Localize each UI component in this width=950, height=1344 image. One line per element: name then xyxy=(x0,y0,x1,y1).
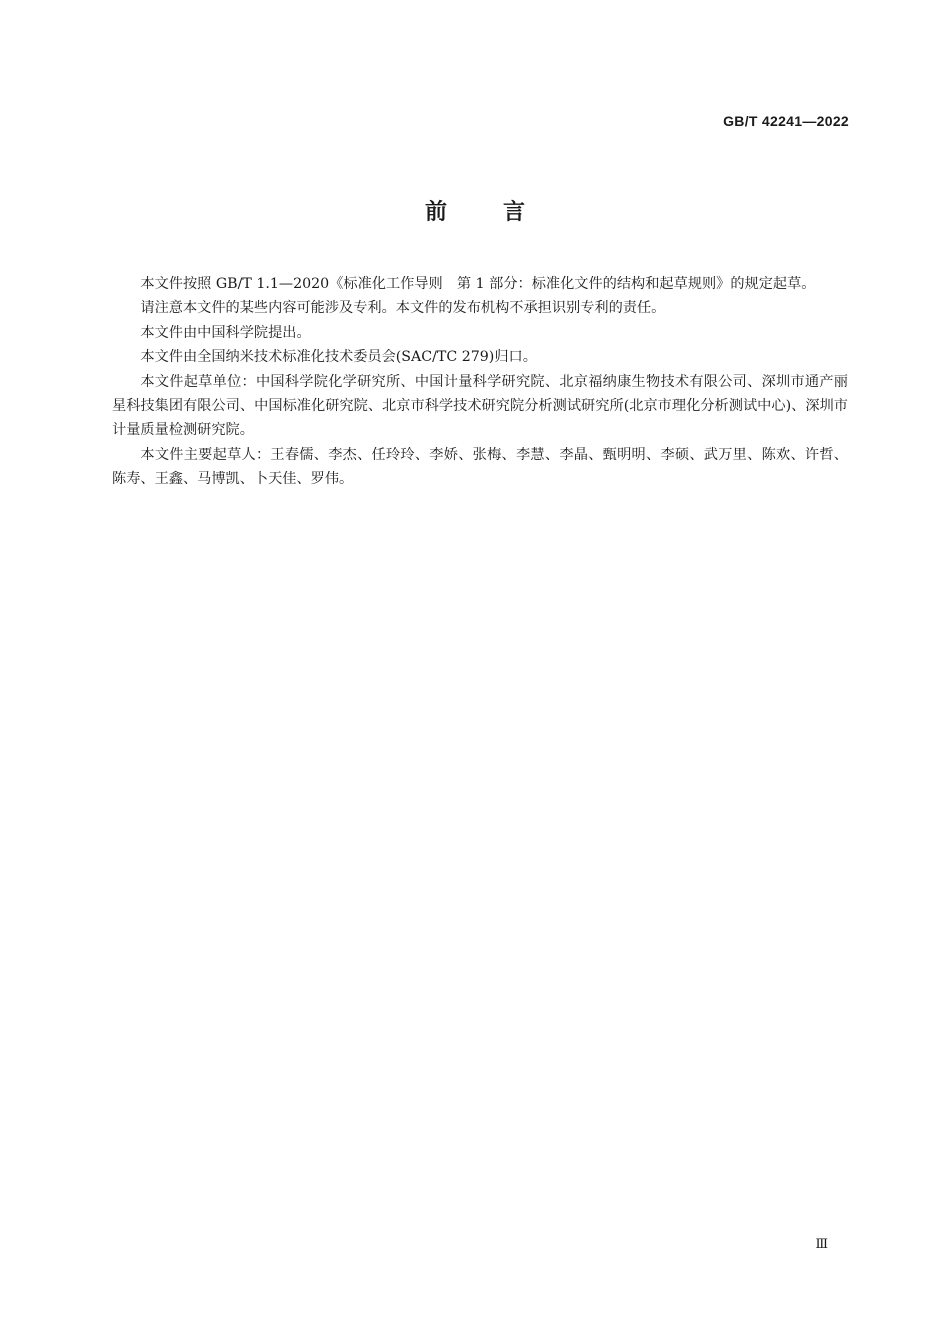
page-number: Ⅲ xyxy=(815,1237,828,1252)
paragraph-drafting-units: 本文件起草单位：中国科学院化学研究所、中国计量科学研究院、北京福纳康生物技术有限公司、深圳市通产丽星科技集团有限公司、中国标准化研究院、北京市科学技术研究院分析测试研究所(北京市理化分析测试中心)、深圳市计量质量检测研究院。 xyxy=(112,373,848,439)
paragraph-drafting-rules: 本文件按照 GB/T 1.1—2020《标准化工作导则 第 1 部分：标准化文件的结构和起草规则》的规定起草。 xyxy=(140,276,816,292)
standard-code-header: GB/T 42241—2022 xyxy=(723,113,849,129)
paragraph-drafters: 本文件主要起草人：王春儒、李杰、任玲玲、李娇、张梅、李慧、李晶、甄明明、李硕、武万里、陈欢、许哲、陈寿、王鑫、马博凯、卜天佳、罗伟。 xyxy=(112,446,848,488)
page-title: 前言 xyxy=(424,200,581,225)
paragraph-technical-committee: 本文件由全国纳米技术标准化技术委员会(SAC/TC 279)归口。 xyxy=(140,349,537,366)
paragraph-patent-notice: 请注意本文件的某些内容可能涉及专利。本文件的发布机构不承担识别专利的责任。 xyxy=(140,300,666,317)
foreword-body xyxy=(112,272,848,492)
paragraph-proposer: 本文件由中国科学院提出。 xyxy=(140,324,311,341)
